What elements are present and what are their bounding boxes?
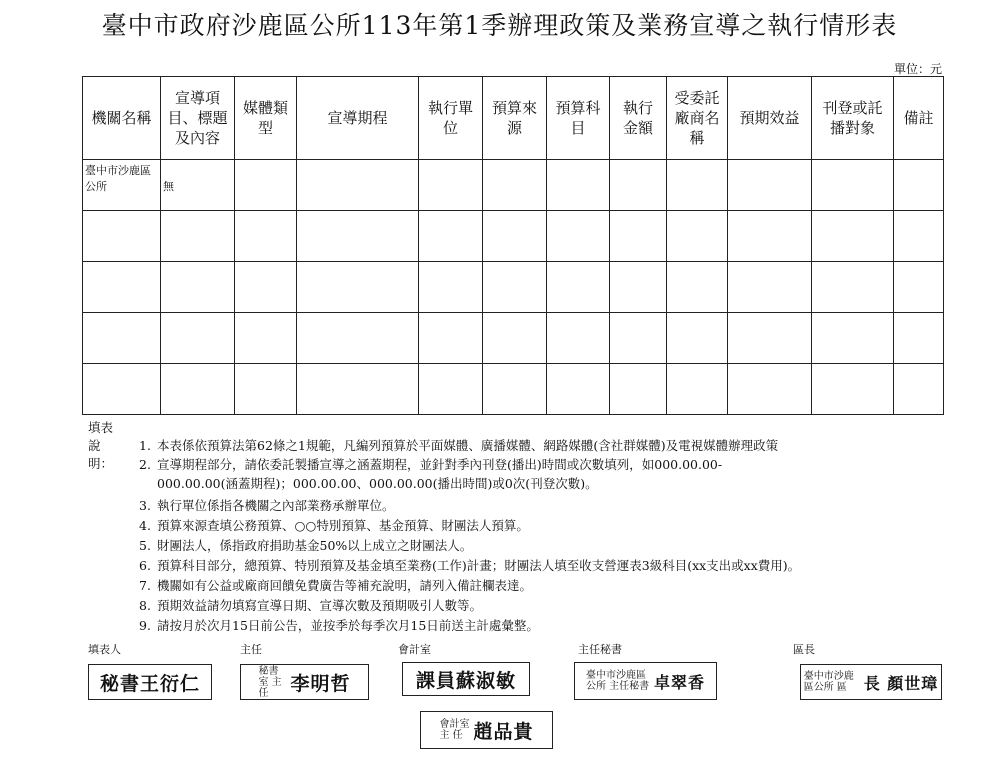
table-cell: 無 [161,160,235,211]
table-cell [235,262,297,313]
table-cell [547,313,610,364]
table-cell [547,262,610,313]
table-cell [728,313,812,364]
header-contractor: 受委託廠商名稱 [667,77,728,160]
header-expected-benefit: 預期效益 [728,77,812,160]
note-text: 執行單位係指各機關之內部業務承辦單位。 [157,498,395,513]
table-cell [728,211,812,262]
table-cell [297,211,419,262]
table-cell [483,160,547,211]
note-item [139,474,598,492]
note-text: 機關如有公益或廠商回饋免費廣告等補充說明，請列入備註欄表達。 [157,578,533,593]
table-cell [419,364,483,415]
table-cell [83,313,161,364]
note-number: 9. [139,618,151,633]
table-cell [728,262,812,313]
table-cell [667,364,728,415]
table-cell [297,262,419,313]
table-row [83,160,944,211]
note-number: 7. [139,578,151,593]
note-number: 8. [139,598,151,613]
note-text: 000.00.00(涵蓋期程)；000.00.00、000.00.00(播出時間)或0次(刊登次數)。 [157,476,598,491]
stamp-preparer-name: 秘書王衍仁 [99,672,200,695]
header-budget-source: 預算來源 [483,77,547,160]
note-number: 4. [139,518,151,533]
note-item [139,516,529,534]
table-cell [161,313,235,364]
table-cell [419,211,483,262]
stamp-district-chief-name: 長 顏世璋 [863,673,939,693]
table-cell [894,364,944,415]
stamp-accounting-director [420,711,553,749]
table-cell [547,160,610,211]
table-cell [894,160,944,211]
table-cell [894,211,944,262]
stamp-director [240,664,369,700]
table-cell [812,364,894,415]
table-cell [610,262,667,313]
label-director: 主任 [240,643,262,656]
note-number: 1. [139,438,151,453]
table-cell [297,313,419,364]
note-number: 2. [139,457,151,472]
header-exec-unit: 執行單位 [419,77,483,160]
table-cell [812,211,894,262]
note-text: 預算科目部分，總預算、特別預算及基金填至業務(工作)計畫；財團法人填至收支營運表3級科目(xx支出或xx費用)。 [157,558,801,573]
table-cell [235,313,297,364]
label-chief-secretary: 主任秘書 [578,643,622,656]
notes-title: 填表說明： [88,420,114,471]
table-cell [610,211,667,262]
table-cell [235,160,297,211]
note-text: 請按月於次月15日前公告，並按季於每季次月15日前送主計處彙整。 [157,618,539,633]
table-cell [419,313,483,364]
table-cell [161,211,235,262]
execution-table [82,76,944,415]
table-cell [297,364,419,415]
stamp-accounting-director-name: 趙品貴 [473,720,534,743]
table-row [83,262,944,313]
note-text: 預算來源查填公務預算、○○特別預算、基金預算、財團法人預算。 [157,518,529,533]
note-item [139,576,532,594]
table-cell [483,313,547,364]
table-cell [83,364,161,415]
header-remarks: 備註 [894,77,944,160]
table-cell [547,211,610,262]
note-item [139,596,482,614]
table-cell [483,262,547,313]
table-row [83,211,944,262]
table-cell [728,160,812,211]
stamp-preparer [88,664,212,700]
table-row [83,364,944,415]
note-text: 本表係依預算法第62條之1規範，凡編列預算於平面媒體、廣播媒體、網路媒體(含社群媒體)及電視媒體辦理政策 [157,438,779,453]
table-cell [812,313,894,364]
stamp-director-title: 秘書室 主 任 [258,665,282,699]
table-header-row [83,77,944,160]
note-number: 3. [139,498,151,513]
stamp-accounting-name: 課員蘇淑敏 [415,669,516,692]
table-cell [83,211,161,262]
table-cell [483,211,547,262]
table-cell [610,364,667,415]
header-topic: 宣導項目、標題及內容 [161,77,235,160]
stamp-district-chief [800,664,942,700]
table-cell [161,262,235,313]
table-cell [667,262,728,313]
stamp-chief-secretary-name: 卓翠香 [653,672,705,692]
header-schedule: 宣導期程 [297,77,419,160]
table-row [83,313,944,364]
table-cell [812,160,894,211]
label-district-chief: 區長 [793,643,815,656]
note-number: 6. [139,558,151,573]
label-accounting: 會計室 [398,643,431,656]
stamp-accounting-director-title: 會計室 主 任 [439,719,470,741]
note-item [139,496,395,514]
header-budget-item: 預算科目 [547,77,610,160]
note-text: 預期效益請勿填寫宣導日期、宣導次數及預期吸引人數等。 [157,598,483,613]
table-cell [235,364,297,415]
stamp-chief-secretary [574,662,717,700]
note-number: 5. [139,538,151,553]
unit-label: 單位：元 [893,62,942,76]
note-text: 宣導期程部分，請依委託製播宣導之涵蓋期程，並針對季內刊登(播出)時間或次數填列，如000.00.00- [157,457,723,472]
table-cell [812,262,894,313]
header-media-type: 媒體類型 [235,77,297,160]
table-cell [667,160,728,211]
table-cell [667,313,728,364]
table-cell [419,160,483,211]
table-cell [728,364,812,415]
note-text: 財團法人，係指政府捐助基金50%以上成立之財團法人。 [157,538,473,553]
document-title: 臺中市政府沙鹿區公所113年第1季辦理政策及業務宣導之執行情形表 [101,11,898,40]
note-item [139,455,722,473]
note-item [139,436,778,454]
header-agency: 機關名稱 [83,77,161,160]
table-cell [610,160,667,211]
table-cell [610,313,667,364]
table-cell [419,262,483,313]
stamp-chief-secretary-title: 臺中市沙鹿區公所 主任秘書 [585,670,650,692]
note-item [139,536,472,554]
header-amount: 執行金額 [610,77,667,160]
table-cell [297,160,419,211]
stamp-director-name: 李明哲 [290,672,351,695]
table-cell [483,364,547,415]
table-cell [894,262,944,313]
header-target: 刊登或託播對象 [812,77,894,160]
stamp-accounting [402,662,530,696]
note-item [139,556,800,574]
label-preparer: 填表人 [88,643,121,656]
table-cell [235,211,297,262]
table-cell [894,313,944,364]
note-item [139,616,539,634]
stamp-district-chief-title: 臺中市沙鹿區公所 區 [803,671,854,693]
table-cell: 臺中市沙鹿區公所 [83,160,161,211]
table-cell [83,262,161,313]
table-cell [547,364,610,415]
table-cell [161,364,235,415]
table-cell [667,211,728,262]
